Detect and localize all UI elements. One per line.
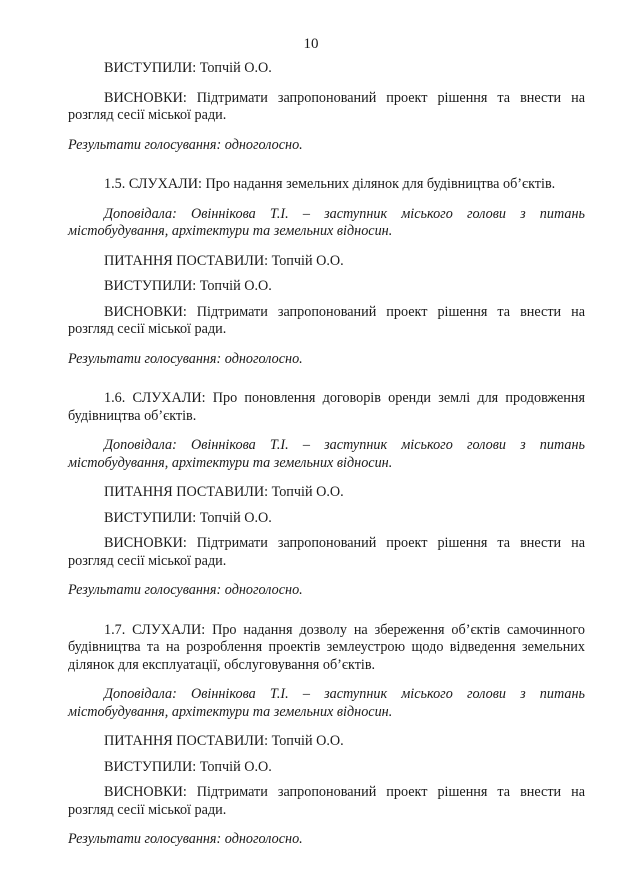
paragraph: 1.6. СЛУХАЛИ: Про поновлення договорів оренди землі для продовження будівництва об’єктів. <box>68 390 585 424</box>
paragraph: ВИСТУПИЛИ: Топчій О.О. <box>104 278 272 294</box>
page-number: 10 <box>303 36 319 52</box>
paragraph: Результати голосування: одноголосно. <box>68 582 303 598</box>
paragraph: Результати голосування: одноголосно. <box>68 350 303 367</box>
paragraph: ВИСНОВКИ: Підтримати запропонований проект рішення та внести на розгляд сесії міської ради. <box>68 89 585 123</box>
paragraph: 1.7. СЛУХАЛИ: Про надання дозволу на збереження об’єктів самочинного будівництва та на розроблення проектів землеустрою щодо відведення земельних ділянок для експлуатації, обслуговування об’єктів. <box>68 621 585 673</box>
document-body <box>68 60 585 849</box>
paragraph: ПИТАННЯ ПОСТАВИЛИ: Топчій О.О. <box>104 733 344 749</box>
paragraph: Доповідала: Овіннікова Т.І. – заступник міського голови з питань містобудування, архітектури та земельних відносин. <box>68 686 585 720</box>
paragraph: ВИСТУПИЛИ: Топчій О.О. <box>104 60 272 76</box>
paragraph: Доповідала: Овіннікова Т.І. – заступник міського голови з питань містобудування, архітектури та земельних відносин. <box>68 437 585 471</box>
paragraph: Доповідала: Овіннікова Т.І. – заступник міського голови з питань містобудування, архітектури та земельних відносин. <box>68 205 585 239</box>
paragraph: ВИСТУПИЛИ: Топчій О.О. <box>104 509 272 526</box>
paragraph: ВИСНОВКИ: Підтримати запропонований проект рішення та внести на розгляд сесії міської ради. <box>68 535 585 569</box>
paragraph: Результати голосування: одноголосно. <box>68 136 303 153</box>
paragraph: ВИСНОВКИ: Підтримати запропонований проект рішення та внести на розгляд сесії міської ради. <box>68 784 585 818</box>
paragraph: ПИТАННЯ ПОСТАВИЛИ: Топчій О.О. <box>104 252 344 269</box>
paragraph: ПИТАННЯ ПОСТАВИЛИ: Топчій О.О. <box>104 484 344 500</box>
paragraph: ВИСТУПИЛИ: Топчій О.О. <box>104 758 272 775</box>
paragraph: 1.5. СЛУХАЛИ: Про надання земельних ділянок для будівництва об’єктів. <box>104 176 556 192</box>
paragraph: Результати голосування: одноголосно. <box>68 831 303 847</box>
paragraph: ВИСНОВКИ: Підтримати запропонований проект рішення та внести на розгляд сесії міської ради. <box>68 303 585 337</box>
